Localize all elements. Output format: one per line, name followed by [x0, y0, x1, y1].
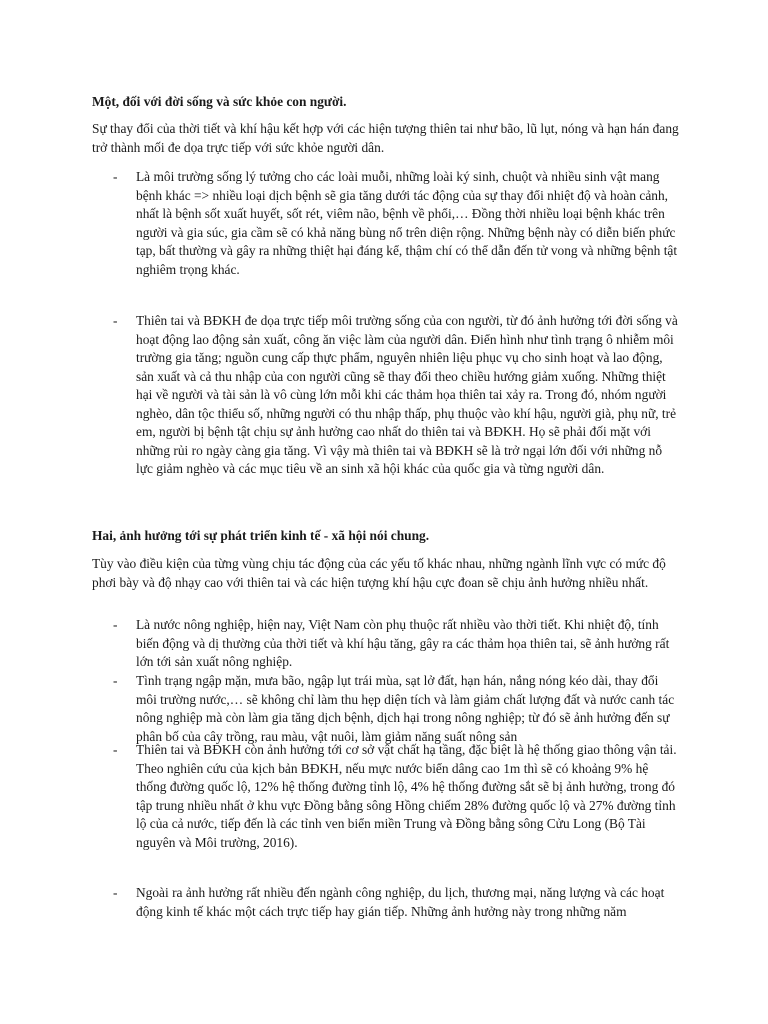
bullet-text: Là môi trường sống lý tưởng cho các loài muỗi, những loài ký sinh, chuột và nhiều sinh vật mang bệnh khác => nhiều loại dịch bệnh sẽ gia tăng dưới tác động của sự thay đổi nhiệt độ và hoàn cảnh, nhất là bệnh sốt xuất huyết, sốt rét, viêm não, bệnh về phổi,… Đồng thời nhiều loại bệnh khác trên người và gia súc, gia cầm sẽ có khả năng bùng nổ trên diện rộng. Những bệnh này có diễn biến phức tạp, bất thường và gây ra những thiệt hại đáng kể, thậm chí có thể dẫn đến tử vong và những bệnh tật nghiêm trọng khác.: [136, 169, 678, 277]
section-1-bullet-1: [92, 168, 692, 279]
section-2-bullet-3: [92, 741, 692, 852]
bullet-text: Thiên tai và BĐKH đe dọa trực tiếp môi trường sống của con người, từ đó ảnh hưởng tới đời sống và hoạt động lao động sản xuất, công ăn việc làm của người dân. Điển hình như tình trạng ô nhiễm môi trường gia tăng; nguồn cung cấp thực phẩm, nguyên nhiên liệu phục vụ cho sinh hoạt và lao động, sản xuất và cả thu nhập của con người cũng sẽ thay đổi theo chiều hướng giảm xuống. Những thiệt hại về người và tài sản là vô cùng lớn mỗi khi các thảm họa thiên tai xảy ra. Trong đó, nhóm người nghèo, dân tộc thiểu số, những người có thu nhập thấp, phụ thuộc vào khí hậu, người già, phụ nữ, trẻ em, người bị bệnh tật chịu sự ảnh hưởng cao nhất do thiên tai và BĐKH. Họ sẽ phải đối mặt với những rủi ro ngày càng gia tăng. Vì vậy mà thiên tai và BĐKH sẽ là trở ngại lớn đối với những nỗ lực giảm nghèo và các mục tiêu về an sinh xã hội khác của quốc gia và từng người dân.: [136, 313, 678, 476]
bullet-marker: -: [113, 169, 118, 184]
section-2-intro: Tùy vào điều kiện của từng vùng chịu tác động của các yếu tố khác nhau, những ngành lĩnh vực có mức độ phơi bày và độ nhạy cao với thiên tai và các hiện tượng khí hậu cực đoan sẽ chịu ảnh hưởng nhiều nhất.: [92, 556, 666, 590]
section-2-bullet-2: [92, 672, 692, 746]
section-2-heading: Hai, ảnh hưởng tới sự phát triển kinh tế - xã hội nói chung.: [92, 528, 430, 543]
section-1-intro: Sự thay đổi của thời tiết và khí hậu kết hợp với các hiện tượng thiên tai như bão, lũ lụt, nóng và hạn hán đang trở thành mối đe dọa trực tiếp với sức khỏe người dân.: [92, 121, 679, 155]
bullet-marker: -: [113, 742, 118, 757]
section-1-heading: Một, đối với đời sống và sức khỏe con người.: [92, 94, 347, 109]
section-1-bullet-2: [92, 312, 692, 479]
bullet-marker: -: [113, 885, 118, 900]
bullet-text: Tình trạng ngập mặn, mưa bão, ngập lụt trái mùa, sạt lở đất, hạn hán, nắng nóng kéo dài, thay đổi môi trường nước,… sẽ không chỉ làm thu hẹp diện tích và làm giảm chất lượng đất và nước canh tác nông nghiệp mà còn làm gia tăng dịch bệnh, dịch hại trong nông nghiệp; từ đó sẽ ảnh hưởng đến sự phân bố của cây trồng, rau màu, vật nuôi, làm giảm năng suất nông sản: [136, 673, 675, 744]
bullet-text: Là nước nông nghiệp, hiện nay, Việt Nam còn phụ thuộc rất nhiều vào thời tiết. Khi nhiệt độ, tính biến động và dị thường của thời tiết và khí hậu tăng, gây ra các thảm họa thiên tai, sẽ ảnh hưởng rất lớn tới sản xuất nông nghiệp.: [136, 617, 670, 669]
section-2-bullet-4: [92, 884, 692, 921]
section-2-bullet-1: [92, 616, 692, 672]
bullet-text: Ngoài ra ảnh hưởng rất nhiều đến ngành công nghiệp, du lịch, thương mại, năng lượng và các hoạt động kinh tế khác một cách trực tiếp hay gián tiếp. Những ảnh hưởng này trong những năm: [136, 885, 665, 919]
bullet-marker: -: [113, 673, 118, 688]
bullet-marker: -: [113, 617, 118, 632]
bullet-text: Thiên tai và BĐKH còn ảnh hưởng tới cơ sở vật chất hạ tầng, đặc biệt là hệ thống giao thông vận tải. Theo nghiên cứu của kịch bản BĐKH, nếu mực nước biển dâng cao 1m thì sẽ có khoảng 9% hệ thống đường quốc lộ, 12% hệ thống đường tỉnh lộ, 4% hệ thống đường sắt sẽ bị ảnh hưởng, trong đó tập trung nhiều nhất ở khu vực Đồng bằng sông Hồng chiếm 28% đường quốc lộ và 27% đường tỉnh lộ của cả nước, tiếp đến là các tỉnh ven biển miền Trung và Đồng bằng sông Cửu Long (Bộ Tài nguyên và Môi trường, 2016).: [136, 742, 677, 850]
bullet-marker: -: [113, 313, 118, 328]
